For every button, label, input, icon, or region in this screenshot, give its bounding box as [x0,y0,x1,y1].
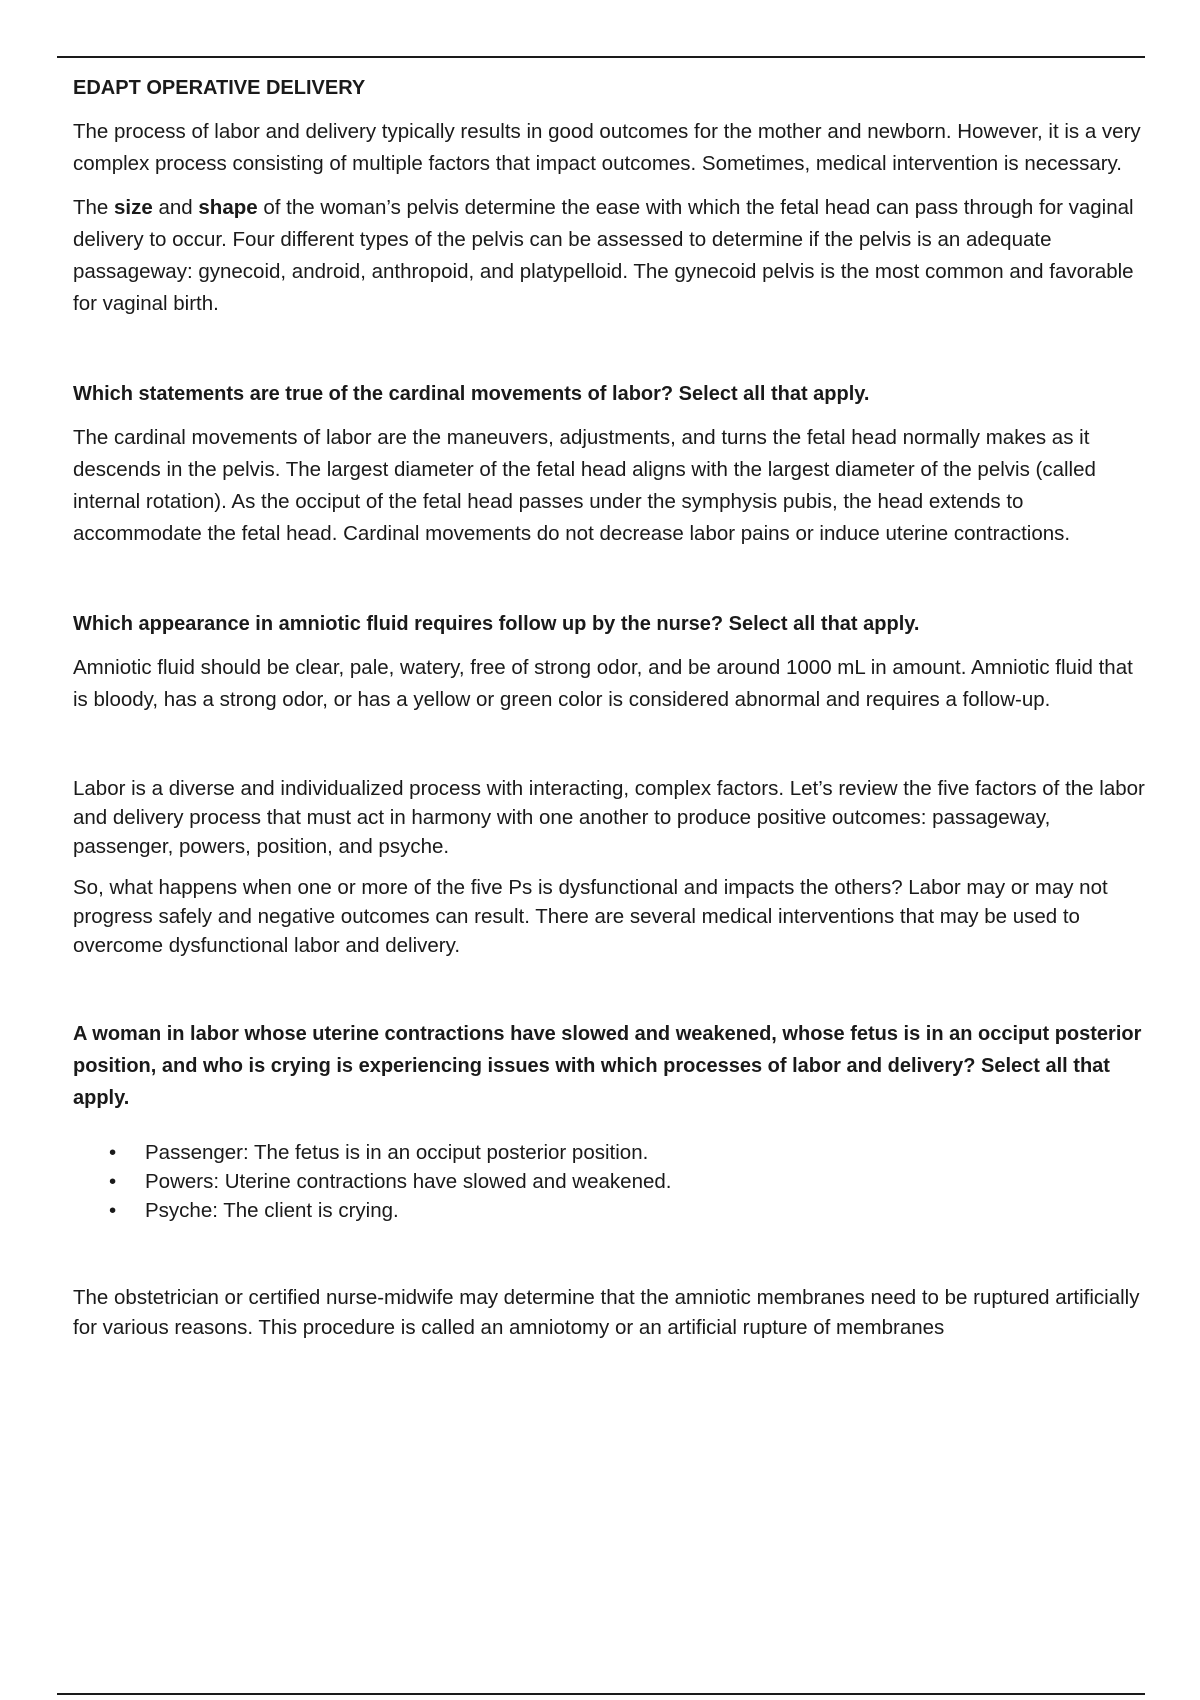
question-cardinal-movements: Which statements are true of the cardinal movements of labor? Select all that apply. [73,383,870,405]
question-five-ps: A woman in labor whose uterine contractions have slowed and weakened, whose fetus is in an occiput posterior position, and who is crying is experiencing issues with which processes of labor and delivery? Select all that apply. [73,1023,1142,1109]
intro-paragraph: The process of labor and delivery typically results in good outcomes for the mother and newborn. However, it is a very complex process consisting of multiple factors that impact outcomes. Sometimes, medical intervention is necessary. [73,120,1141,175]
question-amniotic-fluid: Which appearance in amniotic fluid requires follow up by the nurse? Select all that apply. [73,613,920,635]
amniotomy-paragraph: The obstetrician or certified nurse-midwife may determine that the amniotic membranes need to be ruptured artificially for various reasons. This procedure is called an amniotomy or an artificial rupture of membranes [73,1286,1140,1339]
pelvis-text-3: of the woman’s pelvis determine the ease with which the fetal head can pass through for vaginal delivery to occur. Four different types of the pelvis can be assessed to determine if the pelvis is an adequate passageway: gynecoid, android, anthropoid, and platypelloid. The gynecoid pelvis is the most common and favorable for vaginal birth. [73,196,1134,315]
top-rule [57,56,1145,58]
list-item: • Passenger: The fetus is in an occiput posterior position. [145,1138,1153,1167]
list-item: • Psyche: The client is crying. [145,1196,1153,1225]
five-ps-dysfunction-paragraph: So, what happens when one or more of the five Ps is dysfunctional and impacts the others? Labor may or may not progress safely and negative outcomes can result. There are several medical interventions that may be used to overcome dysfunctional labor and delivery. [73,876,1108,957]
pelvis-text-1: The [73,196,115,219]
pelvis-paragraph [73,192,1153,320]
list-item: • Powers: Uterine contractions have slowed and weakened. [145,1167,1153,1196]
pelvis-text-2: and [152,196,199,219]
document-body [73,72,1153,1343]
five-ps-answer-list [73,1138,1153,1225]
bottom-rule [57,1693,1145,1695]
pelvis-shape-term: shape [198,196,258,219]
answer-amniotic-fluid: Amniotic fluid should be clear, pale, watery, free of strong odor, and be around 1000 mL in amount. Amniotic fluid that is bloody, has a strong odor, or has a yellow or green color is considered abnormal and requires a follow-up. [73,656,1133,711]
five-ps-intro-paragraph: Labor is a diverse and individualized process with interacting, complex factors. Let’s review the five factors of the labor and delivery process that must act in harmony with one another to produce positive outcomes: passageway, passenger, powers, position, and psyche. [73,777,1145,858]
document-title: EDAPT OPERATIVE DELIVERY [73,77,366,99]
pelvis-size-term: size [114,196,153,219]
answer-cardinal-movements: The cardinal movements of labor are the maneuvers, adjustments, and turns the fetal head normally makes as it descends in the pelvis. The largest diameter of the fetal head aligns with the largest diameter of the pelvis (called internal rotation). As the occiput of the fetal head passes under the symphysis pubis, the head extends to accommodate the fetal head. Cardinal movements do not decrease labor pains or induce uterine contractions. [73,426,1096,545]
